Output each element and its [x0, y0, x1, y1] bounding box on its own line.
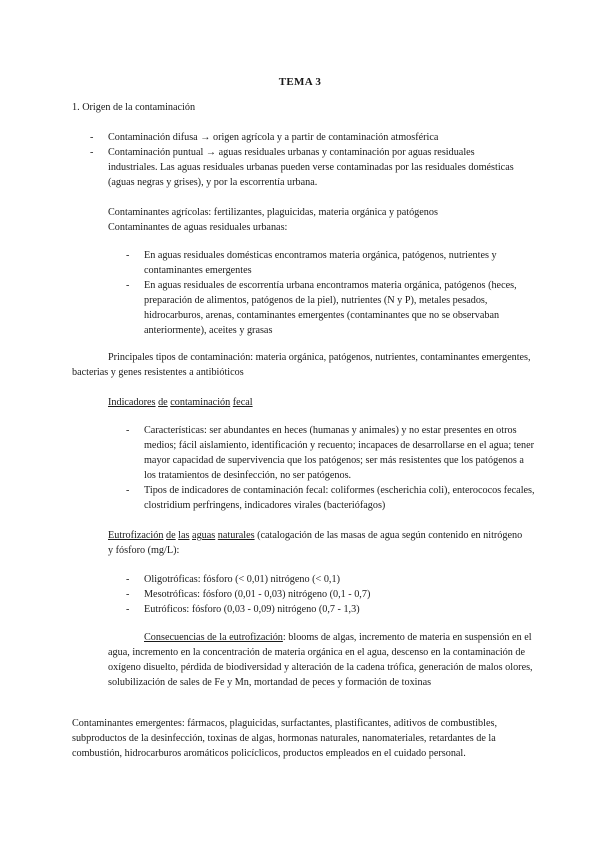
list-item	[126, 483, 536, 513]
principales-tipos	[72, 350, 532, 380]
contaminantes-residuales: Contaminantes de aguas residuales urbanas:	[108, 222, 288, 233]
list-item-text: Contaminación difusa → origen agrícola y a partir de contaminación atmosférica	[108, 132, 439, 143]
dash-marker: -	[126, 280, 130, 291]
list-item-text: Contaminación puntual → aguas residuales urbanas y contaminación por aguas residuales industriales. Las aguas residuales urbanas pueden verse contaminadas por las residuales domésticas (aguas negras y grises), y por la escorrentía urbana.	[108, 147, 514, 188]
consecuencias-label: Consecuencias de la eutrofización	[144, 632, 283, 643]
dash-marker: -	[126, 425, 130, 436]
list-item	[126, 278, 536, 338]
indicadores-heading	[108, 395, 253, 410]
dash-marker: -	[126, 250, 130, 261]
dash-marker: -	[90, 132, 94, 143]
indicadores-word: contaminación	[170, 397, 231, 408]
dash-marker: -	[126, 485, 130, 496]
indicadores-word: fecal	[232, 397, 253, 408]
dash-marker: -	[126, 574, 130, 585]
list-item	[126, 572, 536, 587]
contaminantes-agricolas: Contaminantes agrícolas: fertilizantes, plaguicidas, materia orgánica y patógenos	[108, 207, 438, 218]
indicadores-list	[126, 423, 536, 513]
emergentes-text: Contaminantes emergentes: fármacos, plaguicidas, surfactantes, plastificantes, aditivos de combustibles, subproductos de la desinfección, toxinas de algas, hormonas naturales, nanomateriales, retardantes de la combustión, hidrocarburos aromáticos policíclicos, productos empleados en el cuidado personal.	[72, 718, 498, 759]
document-title: TEMA 3	[278, 76, 322, 88]
indicadores-word: Indicadores	[108, 397, 156, 408]
dash-marker: -	[126, 589, 130, 600]
eutrofizacion-paragraph	[108, 528, 528, 558]
list-item-text: En aguas residuales domésticas encontramos materia orgánica, patógenos, nutrientes y contaminantes emergentes	[144, 250, 497, 276]
list-item	[126, 602, 536, 617]
list-item-text: Mesotróficas: fósforo (0,01 - 0,03) nitrógeno (0,1 - 0,7)	[144, 589, 371, 600]
eutrofizacion-word: naturales	[217, 530, 255, 541]
emergentes-paragraph	[72, 716, 532, 761]
dash-marker: -	[126, 604, 130, 615]
eutrofizacion-rest: (catalogación de las masas de agua según contenido en nitrógeno y fósforo (mg/L):	[108, 530, 523, 556]
trophic-list	[126, 572, 536, 617]
list-item-text: Eutróficos: fósforo (0,03 - 0,09) nitrógeno (0,7 - 1,3)	[144, 604, 360, 615]
residuales-list	[126, 248, 536, 338]
list-item-text: Tipos de indicadores de contaminación fecal: coliformes (escherichia coli), enterococos fecales, clostridium perfringens, indicadores virales (bacteriófagos)	[144, 485, 535, 511]
list-item	[126, 248, 536, 278]
list-item-text: Oligotróficas: fósforo (< 0,01) nitrógeno (< 0,1)	[144, 574, 340, 585]
list-item	[126, 587, 536, 602]
principales-tipos-text: Principales tipos de contaminación: materia orgánica, patógenos, nutrientes, contaminantes emergentes, bacterias y genes resistentes a antibióticos	[72, 352, 531, 378]
indicadores-word: de	[158, 397, 168, 408]
list-item-text: En aguas residuales de escorrentía urbana encontramos materia orgánica, patógenos (heces, preparación de alimentos, patógenos de la piel), nutrientes (N y P), metales pesados, hidrocarburos, arenas, contaminantes emergentes (contaminantes que no se observaban anteriormente), aceites y grasas	[144, 280, 517, 336]
dash-marker: -	[90, 147, 94, 158]
consecuencias-paragraph	[108, 630, 533, 690]
list-item	[90, 145, 520, 190]
eutrofizacion-word: las	[178, 530, 190, 541]
list-item	[90, 130, 520, 145]
eutrofizacion-word: aguas	[192, 530, 216, 541]
list-item	[126, 423, 536, 483]
eutrofizacion-word: de	[166, 530, 176, 541]
eutrofizacion-word: Eutrofización	[108, 530, 164, 541]
origin-list	[90, 130, 520, 190]
list-item-text: Características: ser abundantes en heces (humanas y animales) y no estar presentes en otros medios; fácil aislamiento, identificación y recuento; incapaces de desarrollarse en el agua; tener mayor capacidad de supervivencia que los patógenos; ser más resistentes que los patógenos a los tratamientos de desinfección, no ser patógenos.	[144, 425, 535, 481]
section-heading: 1. Origen de la contaminación	[72, 102, 196, 113]
consecuencias-text: : blooms de algas, incremento de materia en suspensión en el agua, incremento en la concentración de materia orgánica en el agua, descenso en la contaminación de oxígeno disuelto, pérdida de biodiversidad y alteración de la cadena trófica, generación de malos olores, solubilización de sales de Fe y Mn, mortandad de peces y formación de toxinas	[108, 632, 533, 688]
